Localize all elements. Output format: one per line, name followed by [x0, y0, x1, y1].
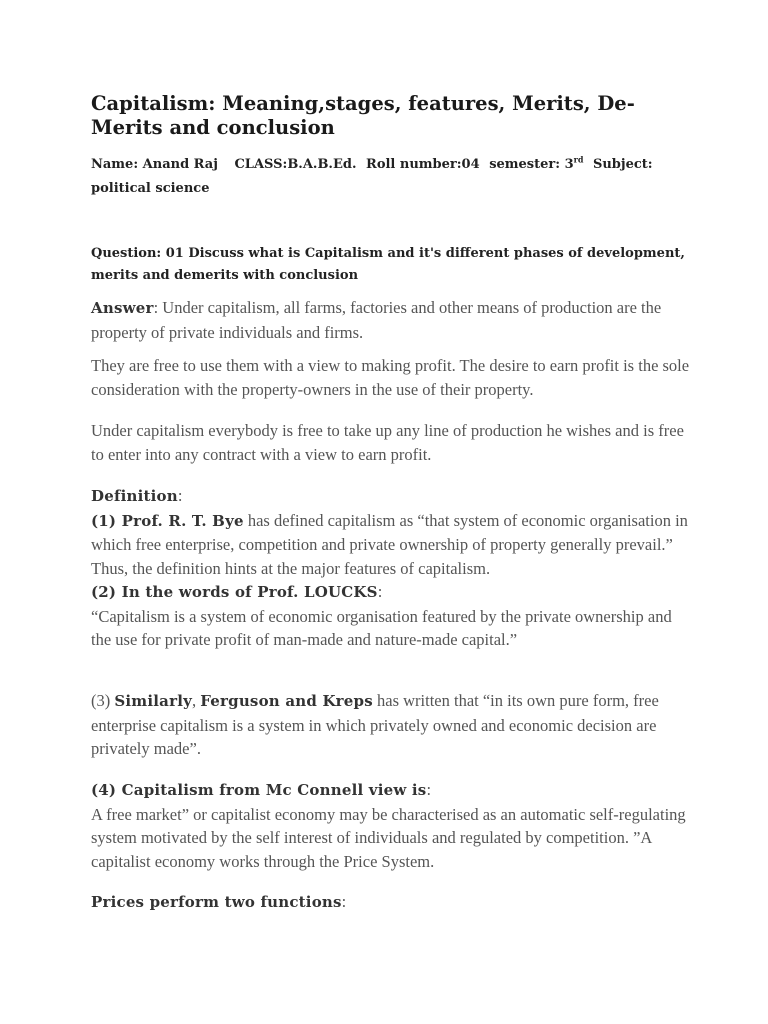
definition-ferguson-kreps: (3) Similarly, Ferguson and Kreps has written that “in its own pure form, free enterprise capitalism is a system in which privately owned and economic decision are privately made”. — [91, 691, 659, 758]
document-title: Capitalism: Meaning,stages, features, Merits, De-Merits and conclusion — [91, 92, 635, 139]
label-similarly: Similarly — [114, 692, 193, 710]
definition-heading: Definition: — [91, 486, 183, 505]
answer-paragraph — [91, 296, 691, 344]
student-class: CLASS:B.A.B.Ed. — [234, 157, 357, 172]
definition-mcconnell — [91, 778, 691, 873]
semester-superscript: rd — [573, 154, 584, 165]
prices-section — [91, 890, 691, 915]
subject: Subject: political science — [91, 157, 653, 196]
definition-loucks-heading: (2) In the words of Prof. LOUCKS: — [91, 582, 383, 601]
label-ferguson-kreps: Ferguson and Kreps — [200, 692, 373, 710]
paragraph-freedom: Under capitalism everybody is free to take up any line of production he wishes and is free to enter into any contract with a view to earn profit. — [91, 421, 684, 464]
definition-section — [91, 484, 691, 652]
definition-loucks-quote: “Capitalism is a system of economic organisation featured by the private ownership and the use for private profit of man-made and nature-made capital.” — [91, 606, 672, 649]
prices-heading: Prices perform two functions: — [91, 892, 347, 911]
student-name: Name: Anand Raj — [91, 157, 218, 172]
student-info — [91, 153, 691, 201]
definition-bye-label: (1) Prof. R. T. Bye — [91, 511, 244, 530]
semester: semester: 3rd — [489, 154, 584, 172]
paragraph-profit: They are free to use them with a view to making profit. The desire to earn profit is the sole consideration with the property-owners in the use of their property. — [91, 356, 690, 399]
answer-text: : Under capitalism, all farms, factories and other means of production are the property of private individuals and firms. — [91, 298, 662, 342]
definition-bye: (1) Prof. R. T. Bye has defined capitalism as “that system of economic organisation in which free enterprise, competition and private ownership of property generally prevail.” Thus, the definition hints at the major features of capitalism. — [91, 510, 688, 578]
mcconnell-text: A free market” or capitalist economy may be characterised as an automatic self-regulating system motivated by the self interest of individuals and regulated by competition. ”A capitalist economy works through the Price System. — [91, 804, 686, 871]
mcconnell-heading: (4) Capitalism from Mc Connell view is: — [91, 780, 432, 799]
answer-label: Answer — [91, 299, 154, 317]
roll-number: Roll number:04 — [366, 157, 480, 172]
question-text: Question: 01 Discuss what is Capitalism and it's different phases of development, merits and demerits with conclusion — [91, 246, 685, 283]
